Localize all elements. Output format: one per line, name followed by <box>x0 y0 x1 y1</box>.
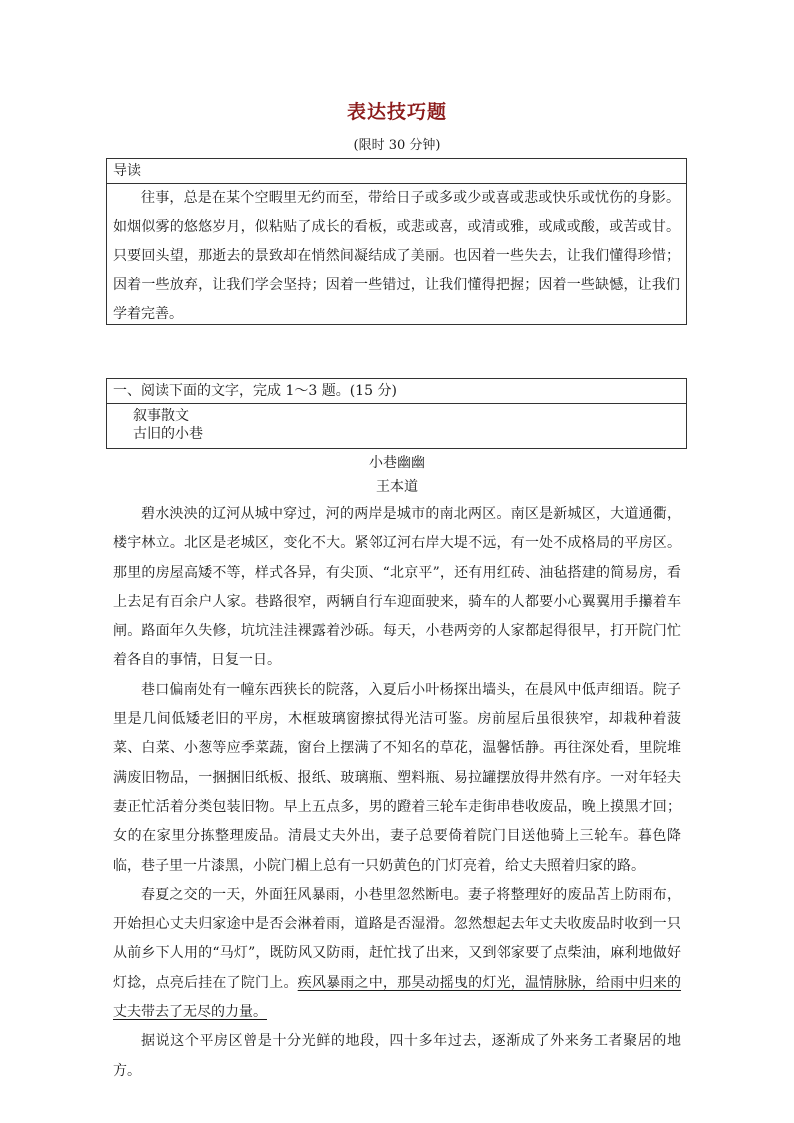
paragraph: 碧水泱泱的辽河从城中穿过，河的两岸是城市的南北两区。南区是新城区，大道通衢，楼宇林立。北区是老城区，变化不大。紧邻辽河右岸大堤不远，有一处不成格局的平房区。那里的房屋高矮不等，样式各异，有尖顶、“北京平”，还有用红砖、油毡搭建的简易房，看上去足有百余户人家。巷路很窄，两辆自行车迎面驶来，骑车的人都要小心翼翼用手攥着车闸。路面年久失修，坑坑洼洼裸露着沙砾。每天，小巷两旁的人家都起得很早，打开院门忙着各自的事情，日复一日。 <box>113 506 681 669</box>
paragraph: 据说这个平房区曾是十分光鲜的地段，四十多年过去，逐渐成了外来务工者聚居的地方。 <box>113 1033 681 1079</box>
genre-label: 叙事散文 <box>133 408 189 424</box>
guide-text: 往事，总是在某个空暇里无约而至，带给日子或多或少或喜或悲或快乐或忧伤的身影。如烟似雾的悠悠岁月，似粘贴了成长的看板，或悲或喜，或清或雅，或咸或酸，或苦或甘。只要回头望，那逝去的景致却在悄然间凝结成了美丽。也因着一些失去，让我们懂得珍惜；因着一些放弃，让我们学会坚持；因着一些错过，让我们懂得把握；因着一些缺憾，让我们学着完善。 <box>113 190 680 322</box>
paragraph: 巷口偏南处有一幢东西狭长的院落，入夏后小叶杨探出墙头，在晨风中低声细语。院子里是几间低矮老旧的平房，木框玻璃窗擦拭得光洁可鉴。房前屋后虽很狭窄，却栽种着菠菜、白菜、小葱等应季菜蔬，窗台上摆满了不知名的草花，温馨恬静。再往深处看，里院堆满废旧物品，一捆捆旧纸板、报纸、玻璃瓶、塑料瓶、易拉罐摆放得井然有序。一对年轻夫妻正忙活着分类包装旧物。早上五点多，男的蹬着三轮车走街串巷收废品，晚上摸黑才回；女的在家里分拣整理废品。清晨丈夫外出，妻子总要倚着院门目送他骑上三轮车。暮色降临，巷子里一片漆黑，小院门楣上总有一只奶黄色的门灯亮着，给丈夫照着归家的路。 <box>113 681 681 874</box>
genre-info <box>107 404 686 445</box>
topic-label: 古旧的小巷 <box>133 426 203 442</box>
question-box <box>106 378 687 449</box>
guide-heading: 导读 <box>107 159 686 184</box>
paragraph <box>113 881 681 1027</box>
article-body <box>113 500 681 1086</box>
underlined-sentence: 疾风暴雨之中，那昊动摇曳的灯光，温情脉脉，给雨中归来的丈夫带去了无尽的力量。 <box>113 974 682 1021</box>
article-title: 小巷幽幽 <box>369 455 425 471</box>
page-title: 表达技巧题 <box>346 101 447 123</box>
article-author: 王本道 <box>376 479 418 495</box>
paragraph-text: 春夏之交的一天，外面狂风暴雨，小巷里忽然断电。妻子将整理好的废品苫上防雨布，开始担心丈夫归家途中是否会淋着雨，道路是否湿滑。忽然想起去年丈夫收废品时收到一只从前乡下人用的“马灯”，既防风又防雨，赶忙找了出来，又到邻家要了点柴油，麻利地做好灯捻，点亮后挂在了院门上。 <box>113 886 681 991</box>
section-heading: 一、阅读下面的文字，完成 1～3 题。(15 分) <box>107 379 686 404</box>
time-limit: (限时 30 分钟) <box>353 138 441 153</box>
guide-box <box>106 158 687 325</box>
